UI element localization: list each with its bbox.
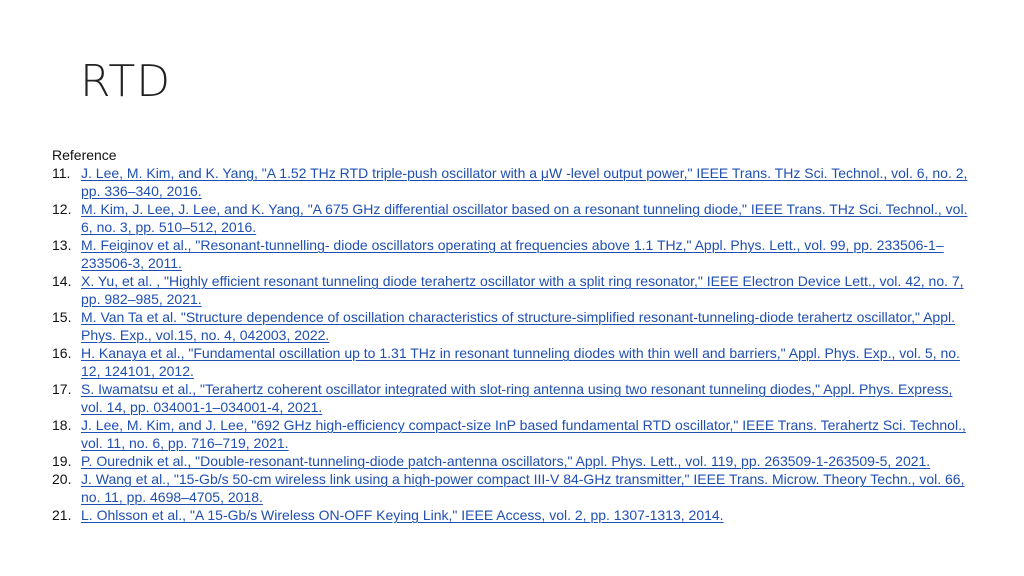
reference-link[interactable]: J. Lee, M. Kim, and J. Lee, "692 GHz high-efficiency compact-size InP based fundamental RTD oscillator," IEEE Trans. Terahertz Sci. Technol., vol. 11, no. 6, pp. 716–719, 2021.: [81, 417, 966, 451]
reference-item: [52, 200, 972, 236]
reference-item: [52, 380, 972, 416]
reference-number: 16.: [52, 345, 72, 361]
reference-number: 21.: [52, 507, 72, 523]
reference-item: [52, 344, 972, 380]
reference-item: [52, 236, 972, 272]
reference-link[interactable]: J. Wang et al., "15-Gb/s 50-cm wireless link using a high-power compact III-V 84-GHz transmitter," IEEE Trans. Microw. Theory Techn., vol. 66, no. 11, pp. 4698–4705, 2018.: [81, 471, 965, 505]
reference-number: 13.: [52, 237, 72, 253]
reference-number: 15.: [52, 309, 72, 325]
reference-number: 18.: [52, 417, 72, 433]
reference-item: [52, 308, 972, 344]
reference-number: 19.: [52, 453, 72, 469]
reference-item: [52, 506, 972, 524]
reference-link[interactable]: H. Kanaya et al., "Fundamental oscillation up to 1.31 THz in resonant tunneling diodes with thin well and barriers," Appl. Phys. Exp., vol. 5, no. 12, 124101, 2012.: [81, 345, 960, 379]
reference-link[interactable]: J. Lee, M. Kim, and K. Yang, "A 1.52 THz RTD triple-push oscillator with a μW -level output power," IEEE Trans. THz Sci. Technol., vol. 6, no. 2, pp. 336–340, 2016.: [81, 165, 968, 199]
reference-number: 20.: [52, 471, 72, 487]
reference-item: [52, 272, 972, 308]
reference-link[interactable]: L. Ohlsson et al., "A 15-Gb/s Wireless ON-OFF Keying Link," IEEE Access, vol. 2, pp. 1307-1313, 2014.: [81, 507, 724, 523]
slide-title: RTD: [80, 56, 172, 107]
reference-number: 14.: [52, 273, 72, 289]
reference-item: [52, 452, 972, 470]
reference-item: [52, 470, 972, 506]
reference-link[interactable]: M. Van Ta et al. "Structure dependence of oscillation characteristics of structure-simplified resonant-tunneling-diode terahertz oscillator," Appl. Phys. Exp., vol.15, no. 4, 042003, 2022.: [81, 309, 955, 343]
reference-item: [52, 416, 972, 452]
reference-number: 12.: [52, 201, 72, 217]
reference-section: [52, 146, 972, 524]
reference-link[interactable]: M. Kim, J. Lee, J. Lee, and K. Yang, "A 675 GHz differential oscillator based on a resonant tunneling diode," IEEE Trans. THz Sci. Technol., vol. 6, no. 3, pp. 510–512, 2016.: [81, 201, 968, 235]
reference-item: [52, 164, 972, 200]
reference-heading: Reference: [52, 147, 117, 163]
reference-link[interactable]: S. Iwamatsu et al., "Terahertz coherent oscillator integrated with slot-ring antenna using two resonant tunneling diodes," Appl. Phys. Express, vol. 14, pp. 034001-1–034001-4, 2021.: [81, 381, 953, 415]
reference-link[interactable]: X. Yu, et al. , "Highly efficient resonant tunneling diode terahertz oscillator with a split ring resonator," IEEE Electron Device Lett., vol. 42, no. 7, pp. 982–985, 2021.: [81, 273, 964, 307]
reference-link[interactable]: M. Feiginov et al., "Resonant-tunnelling- diode oscillators operating at frequencies above 1.1 THz," Appl. Phys. Lett., vol. 99, pp. 233506-1–233506-3, 2011.: [81, 237, 944, 271]
reference-list: [52, 164, 972, 524]
reference-link[interactable]: P. Ourednik et al., "Double-resonant-tunneling-diode patch-antenna oscillators," Appl. Phys. Lett., vol. 119, pp. 263509-1-263509-5, 2021.: [81, 453, 931, 469]
reference-number: 17.: [52, 381, 72, 397]
reference-number: 11.: [52, 165, 71, 181]
